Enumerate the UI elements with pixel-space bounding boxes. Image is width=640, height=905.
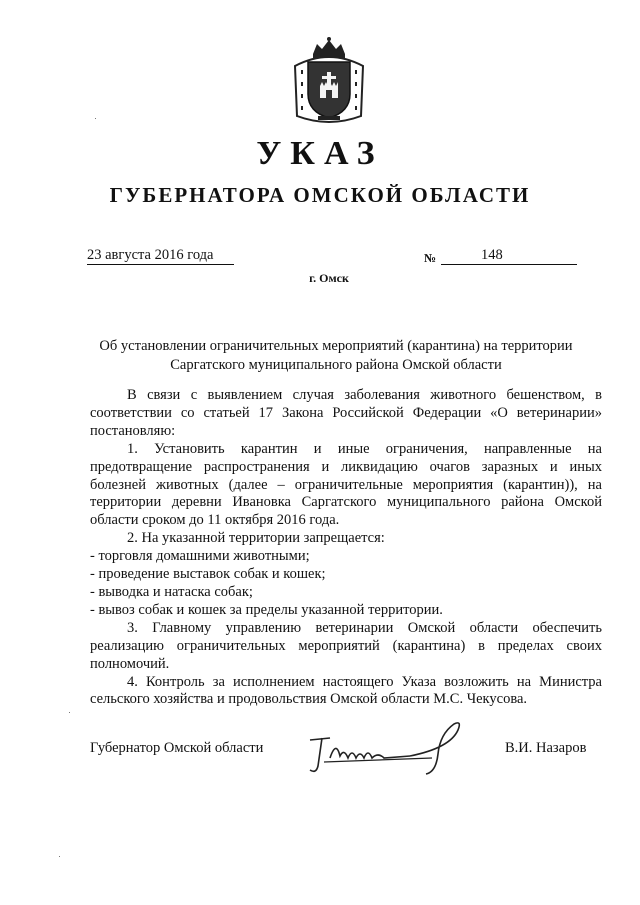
decree-heading: Об установлении ограничительных мероприятий (карантина) на территории Саргатского муниципального района Омской области bbox=[99, 338, 573, 373]
decree-issuer: ГУБЕРНАТОРА ОМСКОЙ ОБЛАСТИ bbox=[109, 183, 531, 207]
decree-city: г. Омск bbox=[309, 271, 349, 285]
scan-speck bbox=[59, 856, 60, 857]
prohibition-item: - вывоз собак и кошек за пределы указанной территории. bbox=[90, 601, 443, 618]
scan-speck bbox=[69, 712, 70, 713]
scan-speck bbox=[95, 118, 96, 119]
prohibition-item: - выводка и натаска собак; bbox=[90, 583, 253, 600]
clause-4: 4. Контроль за исполнением настоящего Указа возложить на Министра сельского хозяйства и продовольствия Омской области М.С. Чекусова. bbox=[90, 673, 602, 708]
clause-2: 2. На указанной территории запрещается: bbox=[127, 530, 385, 547]
signatory-role: Губернатор Омской области bbox=[90, 740, 264, 756]
preamble-paragraph: В связи с выявлением случая заболевания животного бешенством, в соответствии со статьей 17 Закона Российской Федерации «О ветеринарии» постановляю: bbox=[90, 387, 602, 439]
decree-body bbox=[90, 387, 602, 709]
decree-number: 148 bbox=[441, 246, 577, 265]
coat-of-arms-icon bbox=[291, 36, 367, 126]
prohibition-item: - проведение выставок собак и кошек; bbox=[90, 566, 326, 583]
decree-date: 23 августа 2016 года bbox=[87, 246, 234, 265]
signature-image bbox=[300, 718, 470, 778]
prohibition-item: - торговля домашними животными; bbox=[90, 548, 310, 565]
number-sign: № bbox=[424, 251, 437, 265]
decree-title: УКАЗ bbox=[256, 135, 384, 172]
signatory-name: В.И. Назаров bbox=[505, 740, 587, 756]
clause-1: 1. Установить карантин и иные ограничения, направленные на предотвращение распространения и ликвидацию очагов заразных и иных болезней животных (далее – ограничительные мероприятия (карантин)), на территории деревни Ивановка Саргатского муниципального района Омской области сроком до 11 октября 2016 года. bbox=[90, 440, 602, 529]
clause-3: 3. Главному управлению ветеринарии Омской области обеспечить реализацию ограничительных мероприятий (карантина) в пределах своих полномочий. bbox=[90, 619, 602, 672]
